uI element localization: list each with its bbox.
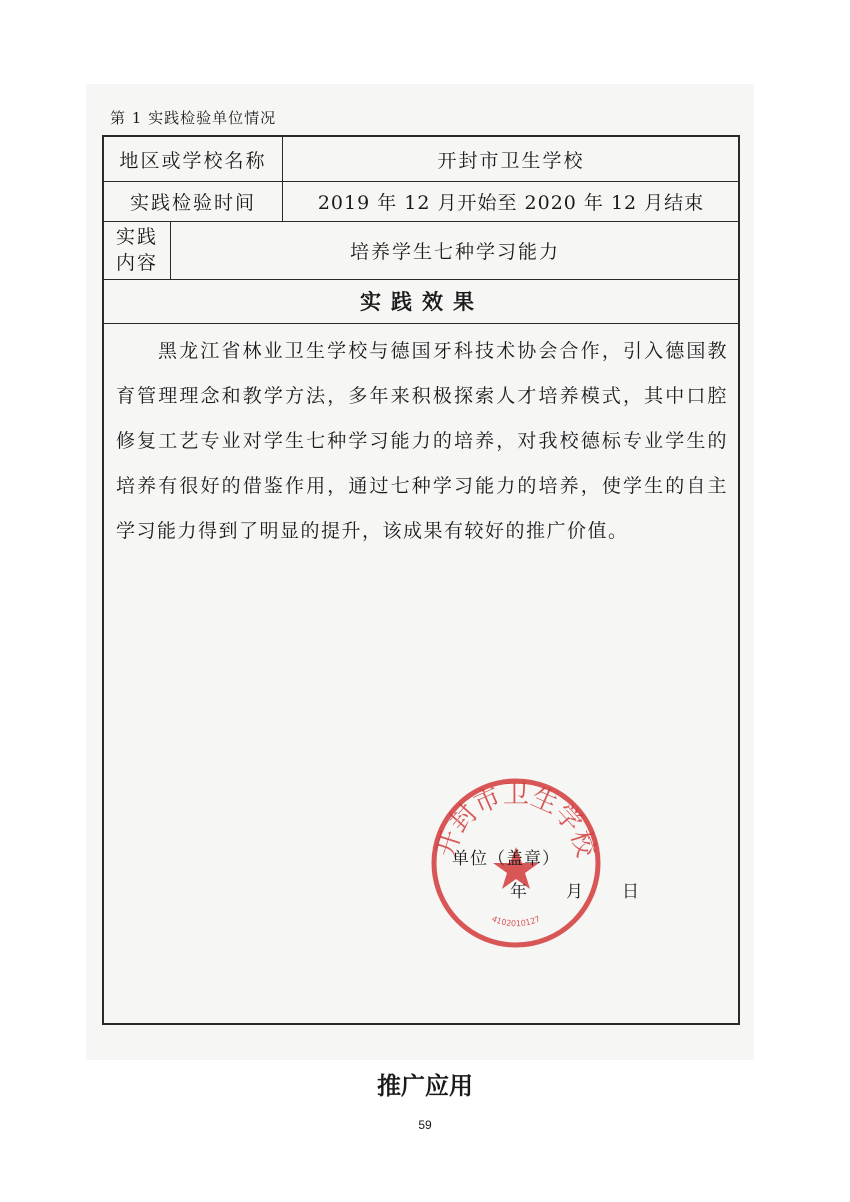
svg-text:4102010127: [490, 914, 541, 928]
practice-effect-title: 实践效果: [360, 289, 484, 314]
school-name-label: 地区或学校名称: [119, 149, 267, 172]
page-number: 59: [418, 1118, 432, 1132]
practice-content-label-line1: 实践: [115, 226, 158, 248]
seal-number: 4102010127: [490, 914, 542, 929]
year-label: 年: [510, 882, 528, 902]
practice-content-label-line2: 内容: [115, 252, 158, 274]
practice-time-label: 实践检验时间: [129, 191, 256, 214]
practice-effect-text: 黑龙江省林业卫生学校与德国牙科技术协会合作，引入德国教育管理理念和教学方法，多年来积极探索人才培养模式，其中口腔修复工艺专业对学生七种学习能力的培养，对我校德标专业学生的培养有很好的借鉴作用，通过七种学习能力的培养，使学生的自主学习能力得到了明显的提升，该成果有较好的推广价值。: [116, 340, 728, 542]
day-label: 日: [622, 882, 640, 902]
section-title: 推广应用: [377, 1072, 473, 1100]
practice-verification-form: [102, 135, 740, 1025]
practice-content-label: [104, 221, 170, 279]
school-name-value: 开封市卫生学校: [437, 149, 585, 172]
practice-content-value: 培养学生七种学习能力: [349, 240, 560, 263]
practice-time-value: 2019 年 12 月开始至 2020 年 12 月结束: [317, 191, 705, 214]
month-label: 月: [566, 882, 584, 902]
table-caption: 第 1 实践检验单位情况: [110, 109, 277, 127]
row-divider: [104, 323, 738, 324]
practice-effect-body: [116, 329, 728, 554]
seal-text: 开封市卫生学校: [431, 780, 601, 861]
unit-seal-label: 单位（盖章）: [452, 849, 560, 869]
